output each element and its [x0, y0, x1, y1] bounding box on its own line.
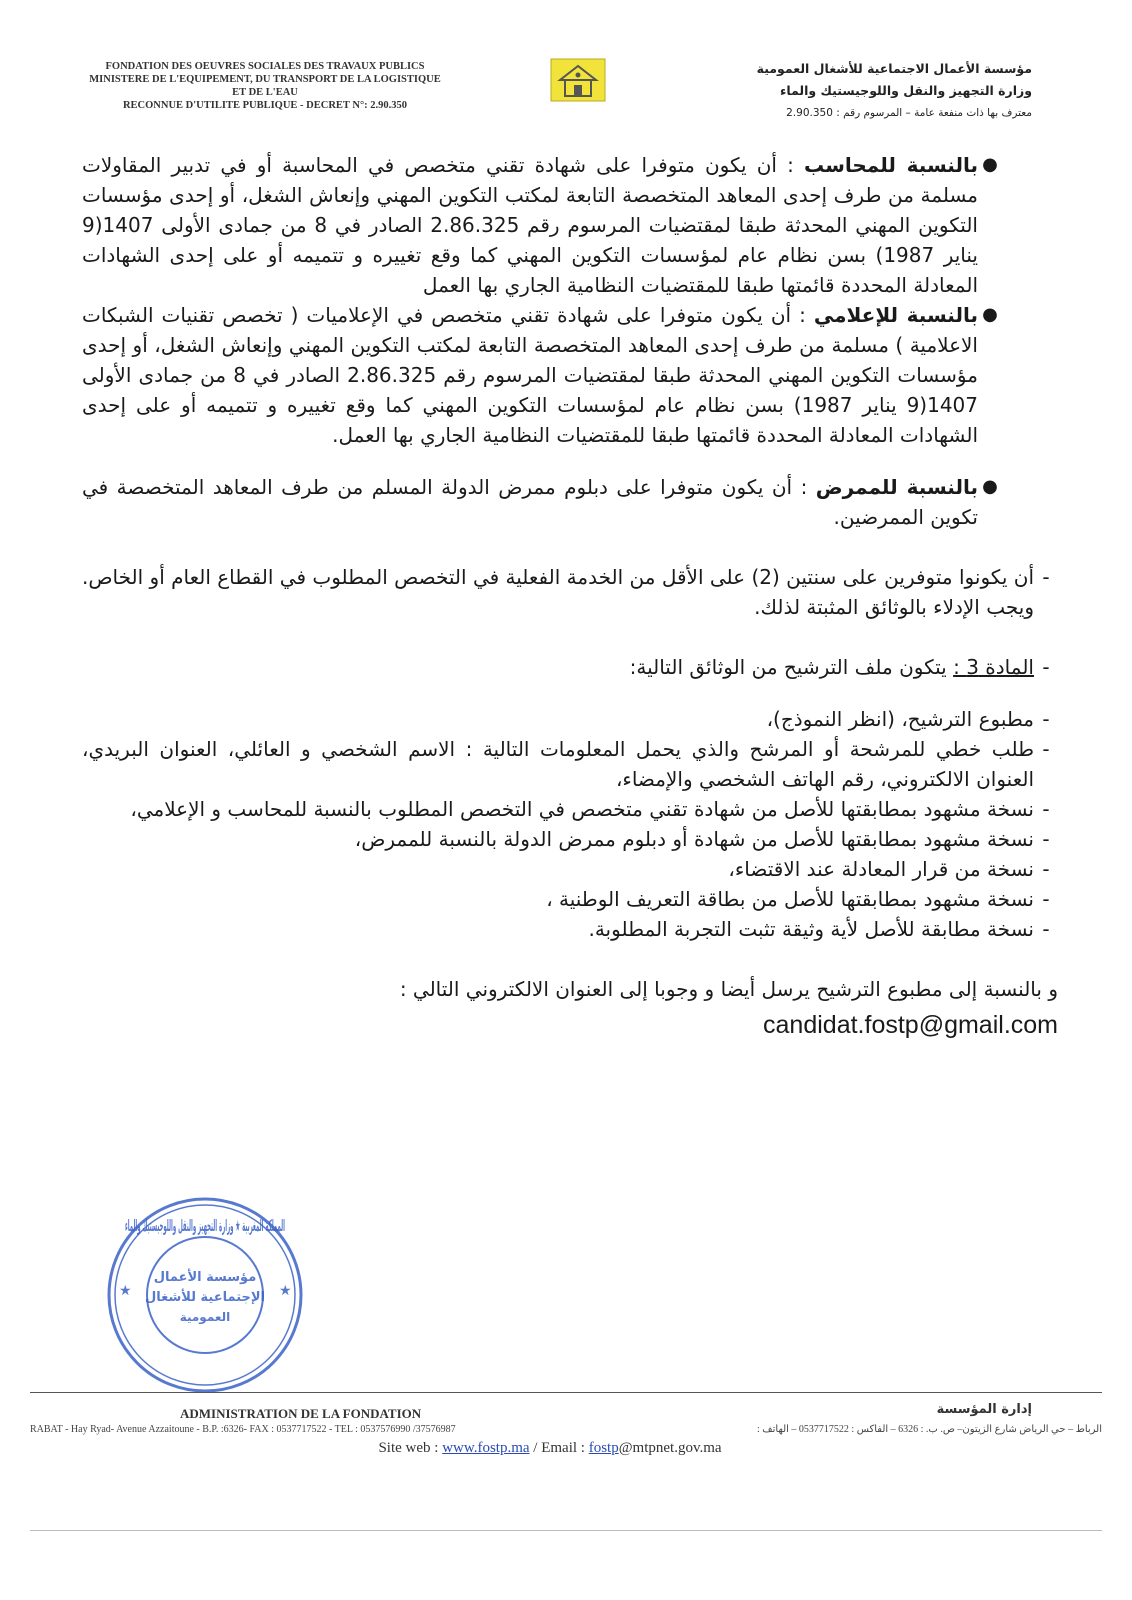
footer-address: [30, 1424, 1102, 1435]
header-fr-line-1: FONDATION DES OEUVRES SOCIALES DES TRAVAUX PUBLICS: [105, 61, 425, 72]
footer-contact: [0, 1440, 1100, 1457]
svg-text:★: ★: [279, 1283, 292, 1299]
header-arabic: [702, 58, 1032, 124]
footer-address-fr: RABAT - Hay Ryad- Avenue Azzaitoune - B.P. :6326- FAX : 0537717522 - TEL : 0537576990 /37576987: [30, 1424, 456, 1435]
send-instructions: و بالنسبة إلى مطبوع الترشيح يرسل أيضا و وجوبا إلى العنوان الالكتروني التالي :: [399, 977, 1058, 1001]
header-ar-line-1: مؤسسة الأعمال الاجتماعية للأشغال العمومية: [756, 61, 1032, 76]
it-requirement: [82, 300, 1002, 450]
site-link[interactable]: www.fostp.ma: [442, 1440, 530, 1456]
footer-admin-fr: ADMINISTRATION DE LA FONDATION: [180, 1406, 422, 1421]
header-fr-line-3: ET DE L'EAU: [232, 87, 298, 98]
article-text: يتكون ملف الترشيح من الوثائق التالية:: [629, 655, 954, 679]
document-item: - مطبوع الترشيح، (انظر النموذج)،: [766, 707, 1050, 731]
document-item: - نسخة من قرار المعادلة عند الاقتضاء،: [728, 857, 1050, 881]
article-3: - المادة 3 : يتكون ملف الترشيح من الوثائق التالية:: [629, 655, 1050, 679]
bullet-icon: ●: [982, 476, 998, 497]
stamp-inner-line-1: مؤسسة الأعمال: [153, 1270, 257, 1285]
stamp-outer-text: المملكة المغربية ★ وزارة التجهيز والنقل واللوجيستيك والماء: [125, 1216, 285, 1235]
email-label: Email :: [541, 1440, 589, 1456]
nurse-text: : أن يكون متوفرا على دبلوم ممرض الدولة المسلم من طرف المعاهد المتخصصة في تكوين الممرضين.: [82, 475, 978, 529]
document-item: - نسخة مشهود بمطابقتها للأصل من بطاقة التعريف الوطنية ،: [546, 887, 1050, 911]
bullet-icon: ●: [982, 304, 998, 325]
it-label: بالنسبة للإعلامي: [813, 303, 978, 327]
experience-requirement: - أن يكونوا متوفرين على سنتين (2) على الأقل من الخدمة الفعلية في التخصص المطلوب في القطاع العام أو الخاص. ويجب الإدلاء بالوثائق المثبتة لذلك.: [82, 562, 1058, 622]
header-fr-line-2: MINISTERE DE L'EQUIPEMENT, DU TRANSPORT DE LA LOGISTIQUE: [89, 74, 441, 85]
document-item: - نسخة مشهود بمطابقتها للأصل من شهادة أو دبلوم ممرض الدولة بالنسبة للممرض،: [354, 827, 1050, 851]
accountant-label: بالنسبة للمحاسب: [804, 153, 978, 177]
nurse-requirement: [82, 472, 1002, 532]
official-stamp-icon: [105, 1195, 305, 1395]
footer-separator: /: [529, 1440, 542, 1456]
email-link-domain[interactable]: @mtpnet.gov.ma: [618, 1440, 722, 1456]
footer-divider: [30, 1392, 1102, 1393]
foundation-logo-icon: [550, 58, 606, 102]
bullet-icon: ●: [982, 154, 998, 175]
footer-admin-ar: إدارة المؤسسة: [936, 1402, 1032, 1417]
document-item: - نسخة مطابقة للأصل لأية وثيقة تثبت التجربة المطلوبة.: [588, 917, 1050, 941]
header-ar-line-3: معترف بها ذات منفعة عامة – المرسوم رقم : 2.90.350: [786, 107, 1032, 119]
header-ar-line-2: وزارة التجهيز والنقل واللوجيستيك والماء: [779, 83, 1032, 98]
experience-text: أن يكونوا متوفرين على سنتين (2) على الأقل من الخدمة الفعلية في التخصص المطلوب في القطاع العام أو الخاص. ويجب الإدلاء بالوثائق المثبتة لذلك.: [81, 565, 1034, 619]
document-body: [81, 150, 1058, 1040]
email-link-user[interactable]: fostp: [588, 1440, 619, 1456]
nurse-label: بالنسبة للممرض: [815, 475, 978, 499]
header-fr-line-4: RECONNUE D'UTILITE PUBLIQUE - DECRET N°: 2.90.350: [122, 100, 408, 111]
it-text: : أن يكون متوفرا على شهادة تقني متخصص في الإعلاميات ( تخصص تقنيات الشبكات الاعلامية ) مسلمة من طرف إحدى المعاهد المتخصصة التابعة لمكتب التكوين المهني وإنعاش الشغل، أو إحدى مؤسسات التكوين المهني المحدثة طبقا لمقتضيات المرسوم رقم 2.86.325 الصادر في 8 من جمادى الأولى 1407(9 يناير 1987) بسن نظام عام لمؤسسات التكوين المهني كما وقع تغييره و تتميمه أو على إحدى الشهادات المعادلة المحددة قائمتها طبقا للمقتضيات النظامية الجاري بها العمل.: [82, 303, 979, 447]
footer-address-ar: الرباط – حي الرياض شارع الزيتون– ص. ب. : 6326 – الفاكس : 0537717522 – الهاتف :: [757, 1424, 1102, 1435]
document-item: - طلب خطي للمرشحة أو المرشح والذي يحمل المعلومات التالية : الاسم الشخصي و العائلي، العنوان البريدي، العنوان الالكتروني، رقم الهاتف الشخصي والإمضاء،: [82, 737, 1050, 791]
svg-text:★: ★: [119, 1283, 132, 1299]
header-french: [30, 60, 500, 112]
site-label: Site web :: [378, 1440, 443, 1456]
page-bottom-line: [30, 1530, 1102, 1531]
accountant-requirement: [82, 150, 1002, 300]
document-item: - نسخة مشهود بمطابقتها للأصل من شهادة تقني متخصص في التخصص المطلوب بالنسبة للمحاسب و الإعلامي،: [130, 797, 1050, 821]
stamp-inner-line-3: العمومية: [179, 1310, 231, 1324]
candidate-email[interactable]: candidat.fostp@gmail.com: [763, 1011, 1058, 1039]
accountant-text: : أن يكون متوفرا على شهادة تقني متخصص في المحاسبة أو في تدبير المقاولات مسلمة من طرف إحدى المعاهد المتخصصة التابعة لمكتب التكوين المهني وإنعاش الشغل، أو إحدى مؤسسات التكوين المهني المحدثة طبقا لمقتضيات المرسوم رقم 2.86.325 الصادر في 8 من جمادى الأولى 1407(9 يناير 1987) بسن نظام عام لمؤسسات التكوين المهني كما وقع تغييره و تتميمه أو على إحدى الشهادات المعادلة المحددة قائمتها طبقا للمقتضيات النظامية الجاري بها العمل: [82, 153, 978, 297]
article-label: المادة 3 :: [953, 655, 1034, 679]
stamp-inner-line-2: الإجتماعية للأشغال: [144, 1290, 266, 1305]
